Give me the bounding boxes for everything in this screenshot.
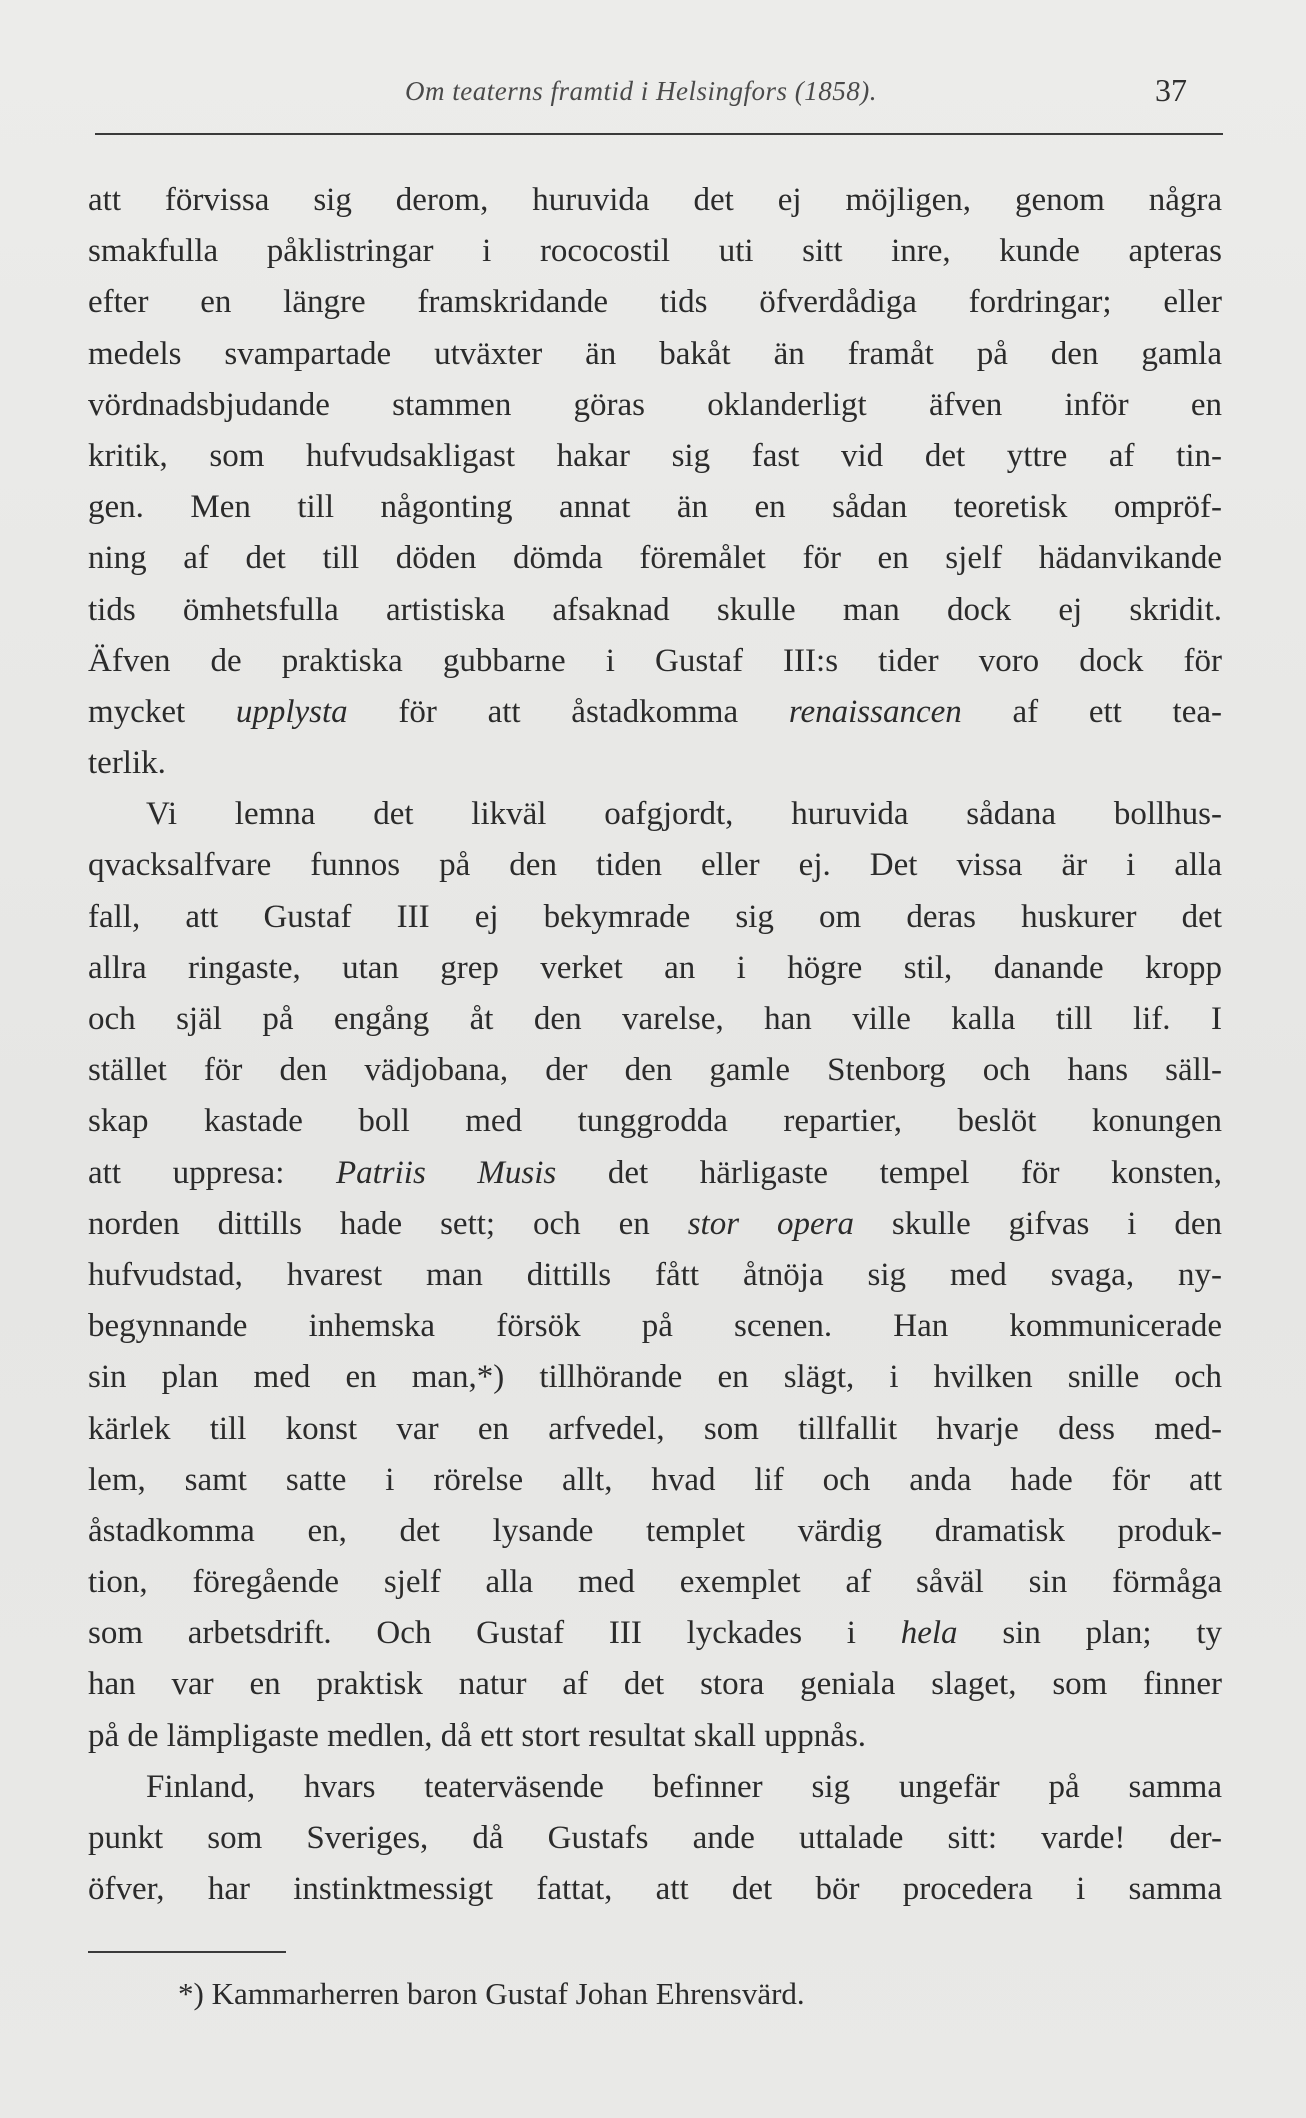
line-text: kärlek till konst var en arfvedel, som tillfallit hvarje dess med- (88, 1410, 1222, 1447)
line-text: fall, att Gustaf III ej bekymrade sig om deras huskurer det (88, 898, 1222, 935)
line-text: hufvudstad, hvarest man dittills fått åtnöja sig med svaga, ny- (88, 1256, 1222, 1293)
text-line (88, 892, 1222, 943)
text-line (88, 175, 1222, 226)
text-line (88, 1608, 1222, 1659)
line-text: mycket (88, 693, 236, 730)
line-text: af ett tea- (961, 693, 1222, 730)
line-text: terlik. (88, 745, 166, 782)
line-text: som arbetsdrift. Och Gustaf III lyckades i (88, 1615, 901, 1652)
line-text: lem, samt satte i rörelse allt, hvad lif och anda hade för att (88, 1461, 1222, 1498)
text-line (88, 943, 1222, 994)
text-line (88, 226, 1222, 277)
text-line (88, 380, 1222, 431)
line-text: att uppresa: (88, 1154, 336, 1191)
line-text: allra ringaste, utan grep verket an i högre stil, danande kropp (88, 949, 1222, 986)
line-text: åstadkomma en, det lysande templet värdig dramatisk produk- (88, 1512, 1222, 1549)
text-line (88, 1352, 1222, 1403)
line-text: efter en längre framskridande tids öfverdådiga fordringar; eller (88, 284, 1222, 321)
text-line (88, 1813, 1222, 1864)
text-line (88, 789, 1222, 840)
text-line (88, 1455, 1222, 1506)
footnote-rule (88, 1951, 286, 1953)
emphasis-text: upplysta (235, 693, 348, 730)
line-text: begynnande inhemska försök på scenen. Han kommunicerade (88, 1308, 1222, 1345)
text-line (88, 1762, 1222, 1813)
line-text: gen. Men till någonting annat än en sådan teoretisk ompröf- (88, 489, 1222, 526)
text-line (88, 1148, 1222, 1199)
line-text: Äfven de praktiska gubbarne i Gustaf III:s tider voro dock för (88, 642, 1222, 679)
text-line (88, 994, 1222, 1045)
line-text: vördnadsbjudande stammen göras oklanderligt äfven inför en (88, 386, 1222, 423)
text-line (88, 1659, 1222, 1710)
footnote: *) Kammarherren baron Gustaf Johan Ehrensvärd. (178, 1976, 805, 2011)
text-line (88, 329, 1222, 380)
line-text: stället för den vädjobana, der den gamle Stenborg och hans säll- (88, 1052, 1222, 1089)
text-line (88, 636, 1222, 687)
line-text: medels svampartade utväxter än bakåt än framåt på den gamla (88, 335, 1222, 372)
text-line (88, 840, 1222, 891)
text-line (88, 1864, 1222, 1915)
text-line (88, 585, 1222, 636)
line-text: och själ på engång åt den varelse, han ville kalla till lif. I (88, 1001, 1222, 1037)
line-text: för att åstadkomma (347, 693, 789, 730)
page-header (0, 70, 1306, 120)
emphasis-text: hela (900, 1615, 958, 1652)
text-line (88, 738, 1222, 789)
line-text: smakfulla påklistringar i rococostil uti sitt inre, kunde apteras (88, 233, 1222, 270)
text-line (88, 1199, 1222, 1250)
page-number: 37 (1155, 72, 1187, 108)
running-head: Om teaterns framtid i Helsingfors (1858). (405, 76, 877, 106)
line-text: ning af det till döden dömda föremålet för en sjelf hädanvikande (88, 540, 1222, 577)
text-line (88, 482, 1222, 533)
text-line (88, 1557, 1222, 1608)
line-text: sin plan; ty (957, 1615, 1222, 1652)
text-line (88, 1250, 1222, 1301)
text-line (88, 277, 1222, 328)
text-line (88, 431, 1222, 482)
line-text: tids ömhetsfulla artistiska afsaknad skulle man dock ej skridit. (88, 591, 1222, 628)
emphasis-text: Patriis Musis (335, 1154, 557, 1191)
line-text: skap kastade boll med tunggrodda repartier, beslöt konungen (88, 1103, 1222, 1140)
line-text: han var en praktisk natur af det stora geniala slaget, som finner (88, 1666, 1222, 1703)
text-line (88, 1096, 1222, 1147)
line-text: punkt som Sveriges, då Gustafs ande uttalade sitt: varde! der- (88, 1820, 1222, 1856)
body-text (88, 175, 1222, 1915)
line-text: att förvissa sig derom, huruvida det ej möjligen, genom några (88, 182, 1222, 218)
text-line (88, 1301, 1222, 1352)
line-text: kritik, som hufvudsakligast hakar sig fast vid det yttre af tin- (88, 437, 1222, 474)
line-text: Finland, hvars teaterväsende befinner sig ungefär på samma (146, 1768, 1222, 1805)
emphasis-text: stor opera (687, 1205, 854, 1242)
line-text: på de lämpligaste medlen, då ett stort resultat skall uppnås. (88, 1717, 867, 1754)
emphasis-text: renaissancen (788, 693, 962, 730)
line-text: norden dittills hade sett; och en (88, 1205, 688, 1242)
text-line (88, 687, 1222, 738)
line-text: skulle gifvas i den (853, 1205, 1222, 1242)
line-text: tion, föregående sjelf alla med exemplet af såväl sin förmåga (88, 1564, 1222, 1601)
text-line (88, 533, 1222, 584)
header-rule (95, 133, 1223, 135)
text-line (88, 1711, 1222, 1762)
text-line (88, 1045, 1222, 1096)
text-line (88, 1506, 1222, 1557)
line-text: öfver, har instinktmessigt fattat, att det bör procedera i samma (88, 1871, 1222, 1908)
text-line (88, 1404, 1222, 1455)
line-text: det härligaste tempel för konsten, (556, 1154, 1223, 1191)
line-text: qvacksalfvare funnos på den tiden eller ej. Det vissa är i alla (88, 847, 1222, 884)
line-text: sin plan med en man,*) tillhörande en slägt, i hvilken snille och (88, 1359, 1222, 1396)
line-text: Vi lemna det likväl oafgjordt, huruvida sådana bollhus- (146, 796, 1222, 833)
